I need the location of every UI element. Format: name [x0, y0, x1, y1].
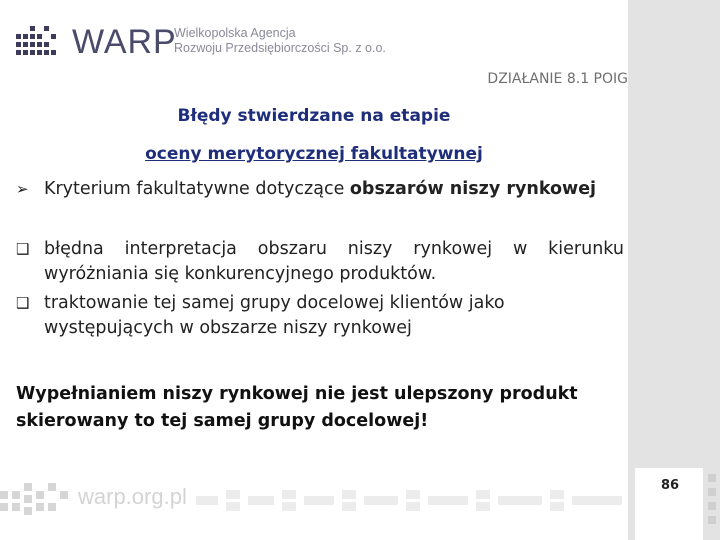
footer-strip-decoration	[196, 486, 628, 516]
logo-subtitle-line1: Wielkopolska Agencja	[174, 26, 296, 40]
bullet-error-1	[16, 237, 624, 287]
bullet-text: traktowanie tej samej grupy docelowej klientów jako występujących w obszarze niszy rynkowej	[44, 293, 505, 338]
footer-url: warp.org.pl	[78, 484, 187, 509]
logo-wordmark: WARP	[72, 23, 177, 61]
page-number: 86	[661, 478, 680, 493]
checkbox-bullet-icon: ❑	[16, 240, 30, 258]
slide-title-line1: Błędy stwierdzane na etapie	[177, 106, 451, 126]
bullet-text: błędna interpretacja obszaru niszy rynkowej w kierunku wyróżniania się konkurencyjnego produktów.	[44, 239, 624, 284]
slide-title-line2: oceny merytorycznej fakultatywnej	[145, 144, 483, 164]
measure-label: DZIAŁANIE 8.1 POIG	[487, 71, 628, 87]
right-gray-band	[628, 0, 720, 540]
bullet-error-2	[16, 291, 624, 341]
checkbox-bullet-icon: ❑	[16, 294, 30, 312]
conclusion-note: Wypełnianiem niszy rynkowej nie jest ulepszony produkt skierowany to tej samej grupy docelowej!	[16, 384, 578, 431]
logo-subtitle-line2: Rozwoju Przedsiębiorczości Sp. z o.o.	[174, 41, 386, 55]
bullet-text-bold: obszarów niszy rynkowej	[349, 179, 597, 199]
warp-logo	[16, 23, 396, 61]
bullet-criterion	[16, 177, 624, 202]
logo-squares-icon	[16, 26, 68, 56]
arrow-bullet-icon: ➢	[16, 180, 29, 198]
footer-squares-decoration	[0, 483, 70, 517]
bullet-text-plain: Kryterium fakultatywne dotyczące	[44, 179, 350, 199]
